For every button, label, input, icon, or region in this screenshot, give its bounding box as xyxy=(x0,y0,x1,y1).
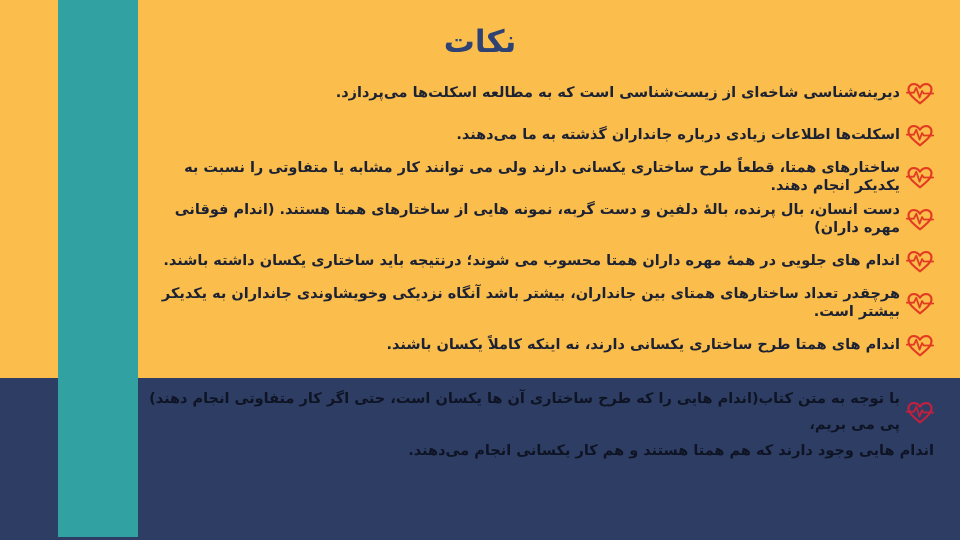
bullet-text: دیرینه‌شناسی شاخه‌ای از زیست‌شناسی است که به مطالعه اسکلت‌ها می‌پردازد. xyxy=(335,85,900,101)
bullet-text: هرچقدر تعداد ساختارهای همتای بین جانداران، بیشتر باشد آنگاه نزدیکی وخویشاوندی جانداران به یکدیکر بیشتر است. xyxy=(161,286,900,320)
bullet-item xyxy=(140,198,934,240)
bullet-text: دست انسان، بال پرنده، بالهٔ دلفین و دست گربه، نمونه هایی از ساختارهای همتا هستند. (اندام فوقانی مهره داران) xyxy=(174,202,900,236)
heart-pulse-icon xyxy=(906,334,934,357)
bullet-item xyxy=(140,324,934,366)
footer-note xyxy=(140,386,934,464)
slide-title: نکات xyxy=(443,24,517,60)
footer-line xyxy=(140,386,934,438)
heart-pulse-icon xyxy=(906,82,934,105)
bullet-text: اندام های همتا طرح ساختاری یکسانی دارند، نه اینکه کاملاً یکسان باشند. xyxy=(386,337,900,353)
heart-pulse-icon xyxy=(906,292,934,315)
footer-text-line1: با توجه به متن کتاب(اندام هایی را که طرح ساختاری آن ها یکسان است، حتی اگر کار متفاوتی انجام دهند) پی می بریم، xyxy=(149,391,900,433)
heart-pulse-icon xyxy=(906,208,934,231)
bullet-text: ساختارهای همتا، قطعاً طرح ساختاری یکسانی دارند ولی می توانند کار مشابه یا متفاوتی را نسبت به یکدیکر انجام دهند. xyxy=(184,160,900,194)
bullet-item xyxy=(140,114,934,156)
bullet-item xyxy=(140,156,934,198)
bullet-item xyxy=(140,282,934,324)
heart-pulse-icon xyxy=(906,124,934,147)
footer-text-line2: اندام هایی وجود دارند که هم همتا هستند و هم کار یکسانی انجام می‌دهند. xyxy=(408,443,934,459)
teal-vertical-stripe xyxy=(58,0,138,537)
bullet-item xyxy=(140,240,934,282)
bullet-text: اندام های جلویی در همهٔ مهره داران همتا محسوب می شوند؛ درنتیجه باید ساختاری یکسان داشته باشند. xyxy=(163,253,900,269)
bullet-item xyxy=(140,72,934,114)
bullet-text: اسکلت‌ها اطلاعات زیادی درباره جانداران گذشته به ما می‌دهند. xyxy=(456,127,900,143)
heart-pulse-icon xyxy=(906,166,934,189)
heart-pulse-icon xyxy=(906,401,934,424)
bullet-list xyxy=(140,72,934,366)
heart-pulse-icon xyxy=(906,250,934,273)
